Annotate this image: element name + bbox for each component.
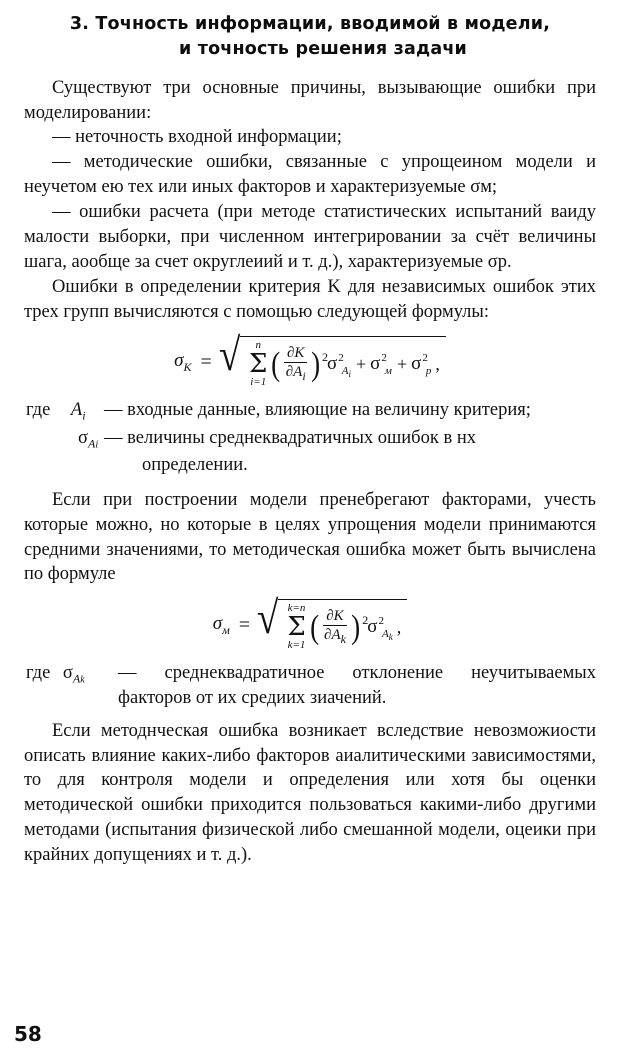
document-page — [0, 12, 620, 1056]
page-title-line-2: и точность решения задачи — [178, 38, 468, 59]
radical-sign-icon: √ — [218, 329, 241, 381]
paragraph-3: — методические ошибки, связанные с упрощеином модели и неучетом ею тех или иных факторов и характеризуемые σм; — [24, 152, 596, 198]
paren-close-2: ) — [351, 608, 361, 646]
formula1-radical — [217, 329, 446, 388]
paragraph-4: — ошибки расчета (при методе статистических испытаний ваиду малости выборки, при численном интегрировании за счёт величины шага, аообще за счет округлеиий и т. д.), характеризуемые σр. — [24, 202, 596, 272]
formula2-comma: , — [396, 616, 402, 637]
paragraph-final: Если методнческая ошибка возникает вследствие невозможиости описать влияние каких-либо факторов аиалитическими зависимостями, то для контроля модели и определения или хотя бы оценки методической ошибки приходится пользоваться какими-либо другими методами (испытания физической либо смешанной модели, оцеики при крайних допущениях и т. д.). — [24, 720, 596, 866]
formula-sigma-m — [0, 592, 620, 651]
formula1-term3: $\sigma^2_м$ — [370, 352, 392, 378]
formula1-term4: $\sigma^2_р$ — [411, 352, 432, 378]
paren-open: ( — [271, 345, 281, 383]
paren-open-2: ( — [309, 608, 319, 646]
where-label-2: $\sigma_{Ai}$ — [78, 427, 99, 451]
where-label-1: где $A_i$ — [26, 400, 86, 423]
paragraph-2: — неточность входной информации; — [52, 127, 342, 148]
formula1-power: 2 — [322, 349, 329, 364]
formula2-radical — [255, 592, 407, 651]
intro-paragraphs — [24, 76, 596, 325]
where-block-1 — [24, 398, 596, 478]
formula1-term2: $\sigma^2_{Ai}$ — [327, 352, 352, 380]
paren-close: ) — [310, 345, 320, 383]
page-number: 58 — [14, 1022, 42, 1046]
plus-1: + — [356, 353, 367, 374]
where-text-1: — входные данные, влияющие на величину критерия; — [104, 400, 531, 421]
paragraph-method-error: Если при построении модели пренебрегают факторами, учесть которые можно, но которые в целях упрощения модели принимаются средними значениями, то методическая ошибка может быть вычислена по формуле — [24, 489, 596, 585]
formula2-equals: = — [238, 613, 251, 636]
formula1-equals: = — [200, 350, 212, 373]
where-text-2-cont: определении. — [142, 455, 248, 476]
formula1-lhs: $\sigma_K$ — [174, 349, 192, 374]
formula1-fraction: $\frac{\partial K}{\partial A_i}$ — [285, 344, 306, 384]
radical-sign-icon-2: √ — [256, 592, 279, 644]
paragraph-5: Ошибки в определении критерия K для независимых ошибок этих трех групп вычисляются с помощью следующей формулы: — [24, 276, 596, 322]
formula2-summation: k=n Σ k=1 — [287, 602, 306, 651]
formula2-fraction: $\frac{\partial K}{\partial A_k}$ — [324, 607, 346, 647]
page-title-line-1: 3. Точность информации, вводимой в модели, — [69, 14, 551, 34]
formula2-term2: $\sigma^2_{Ak}$ — [367, 615, 393, 643]
formula2-lhs: $\sigma_м$ — [212, 612, 230, 637]
where-label-3: где $\sigma_{Ak}$ — [26, 663, 85, 686]
where-block-2 — [24, 661, 596, 711]
formula2-power: 2 — [362, 612, 369, 627]
formula-sigma-k — [0, 329, 620, 388]
formula1-summation: n Σ i=1 — [249, 339, 268, 388]
formula1-comma: , — [435, 353, 440, 374]
page-title — [40, 12, 580, 62]
paragraph-1: Существуют три основные причины, вызывающие ошибки при моделировании: — [24, 77, 596, 123]
plus-2: + — [396, 353, 408, 374]
where-text-2: — величины среднеквадратичных ошибок в нх — [104, 427, 476, 448]
where-text-3: — среднеквадратичное отклонение неучитываемых факторов от их средиих зиачений. — [118, 663, 596, 708]
